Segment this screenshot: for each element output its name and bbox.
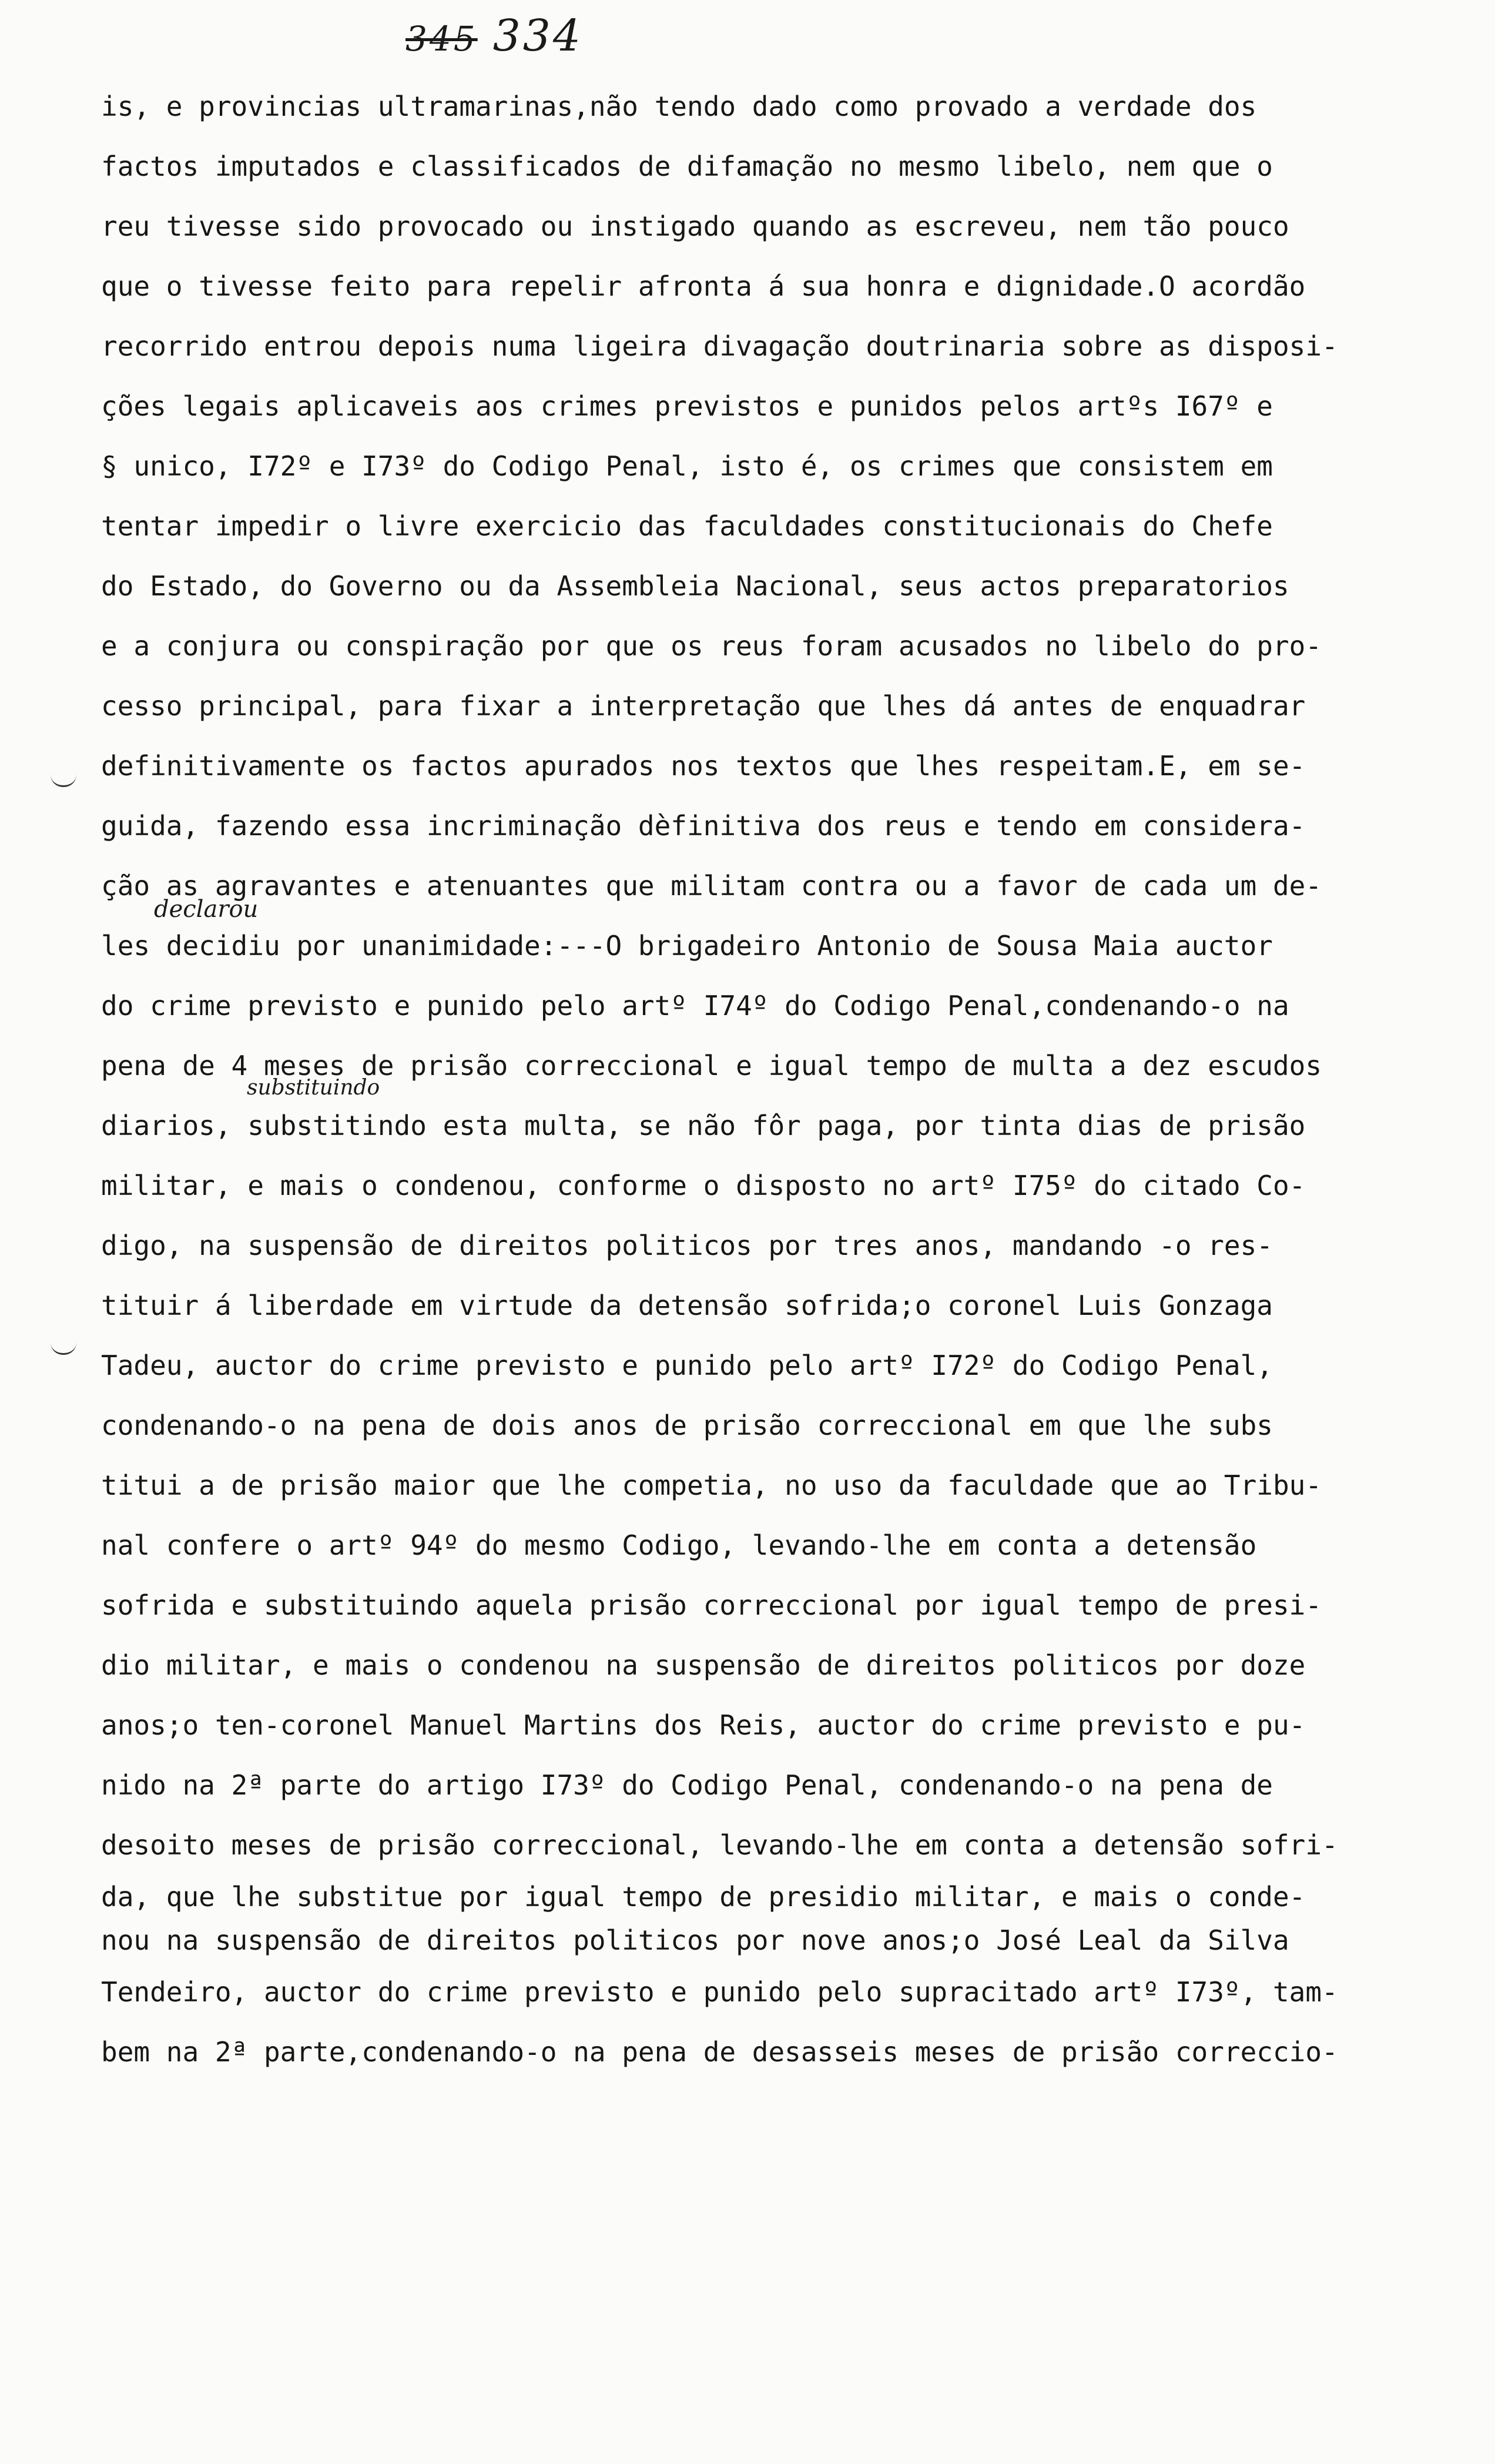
page-number	[405, 11, 583, 61]
text-line: recorrido entrou depois numa ligeira divagação doutrinaria sobre as disposi-	[101, 330, 1338, 362]
text-line: is, e provincias ultramarinas,não tendo dado como provado a verdade dos	[101, 91, 1257, 122]
margin-mark	[51, 1343, 76, 1355]
current-page-number: 334	[492, 11, 583, 61]
text-line: digo, na suspensão de direitos politicos por tres anos, mandando -o res-	[101, 1230, 1273, 1261]
text-line: diarios, substitindo esta multa, se não fôr paga, por tinta dias de prisão	[101, 1110, 1306, 1141]
text-line: sofrida e substituindo aquela prisão correccional por igual tempo de presi-	[101, 1589, 1322, 1621]
text-line: do Estado, do Governo ou da Assembleia Nacional, seus actos preparatorios	[101, 570, 1289, 602]
struck-page-number: 345	[405, 19, 478, 59]
text-line: da, que lhe substitue por igual tempo de presidio militar, e mais o conde-	[101, 1881, 1306, 1913]
text-line: e a conjura ou conspiração por que os reus foram acusados no libelo do pro-	[101, 630, 1322, 662]
text-line: tituir á liberdade em virtude da detensão sofrida;o coronel Luis Gonzaga	[101, 1290, 1273, 1321]
body-text	[101, 76, 1453, 2082]
margin-mark	[51, 775, 76, 787]
text-line: definitivamente os factos apurados nos textos que lhes respeitam.E, em se-	[101, 750, 1306, 782]
text-line: militar, e mais o condenou, conforme o disposto no artº I75º do citado Co-	[101, 1170, 1306, 1201]
text-line: do crime previsto e punido pelo artº I74º do Codigo Penal,condenando-o na	[101, 990, 1289, 1022]
text-line: anos;o ten-coronel Manuel Martins dos Reis, auctor do crime previsto e pu-	[101, 1709, 1306, 1741]
text-line: bem na 2ª parte,condenando-o na pena de desasseis meses de prisão correccio-	[101, 2036, 1338, 2068]
text-line: que o tivesse feito para repelir afronta á sua honra e dignidade.O acordão	[101, 270, 1306, 302]
text-line: cesso principal, para fixar a interpretação que lhes dá antes de enquadrar	[101, 690, 1306, 722]
text-line: nal confere o artº 94º do mesmo Codigo, levando-lhe em conta a detensão	[101, 1529, 1257, 1561]
text-line: ção as agravantes e atenuantes que militam contra ou a favor de cada um de-	[101, 870, 1322, 902]
text-line: guida, fazendo essa incriminação dèfinitiva dos reus e tendo em considera-	[101, 810, 1306, 842]
text-line: nou na suspensão de direitos politicos por nove anos;o José Leal da Silva	[101, 1924, 1289, 1956]
handwritten-insertion-substituindo: substituindo	[247, 1076, 380, 1100]
text-line: les decidiu por unanimidade:---O brigadeiro Antonio de Sousa Maia auctor	[101, 930, 1273, 962]
text-line: Tendeiro, auctor do crime previsto e punido pelo supracitado artº I73º, tam-	[101, 1976, 1338, 2008]
text-line: tentar impedir o livre exercicio das faculdades constitucionais do Chefe	[101, 510, 1273, 542]
text-line: factos imputados e classificados de difamação no mesmo libelo, nem que o	[101, 150, 1273, 182]
text-line: dio militar, e mais o condenou na suspensão de direitos politicos por doze	[101, 1649, 1306, 1681]
text-line: Tadeu, auctor do crime previsto e punido pelo artº I72º do Codigo Penal,	[101, 1350, 1273, 1381]
text-line: § unico, I72º e I73º do Codigo Penal, isto é, os crimes que consistem em	[101, 450, 1273, 482]
text-line: nido na 2ª parte do artigo I73º do Codigo Penal, condenando-o na pena de	[101, 1769, 1273, 1801]
text-line: desoito meses de prisão correccional, levando-lhe em conta a detensão sofri-	[101, 1829, 1338, 1861]
text-line: titui a de prisão maior que lhe competia, no uso da faculdade que ao Tribu-	[101, 1469, 1322, 1501]
text-line: ções legais aplicaveis aos crimes previstos e punidos pelos artºs I67º e	[101, 390, 1273, 422]
handwritten-insertion-declarou: declarou	[154, 896, 259, 923]
text-line: condenando-o na pena de dois anos de prisão correccional em que lhe subs	[101, 1410, 1273, 1441]
text-line: pena de 4 meses de prisão correccional e igual tempo de multa a dez escudos	[101, 1050, 1322, 1082]
text-line: reu tivesse sido provocado ou instigado quando as escreveu, nem tão pouco	[101, 210, 1289, 242]
